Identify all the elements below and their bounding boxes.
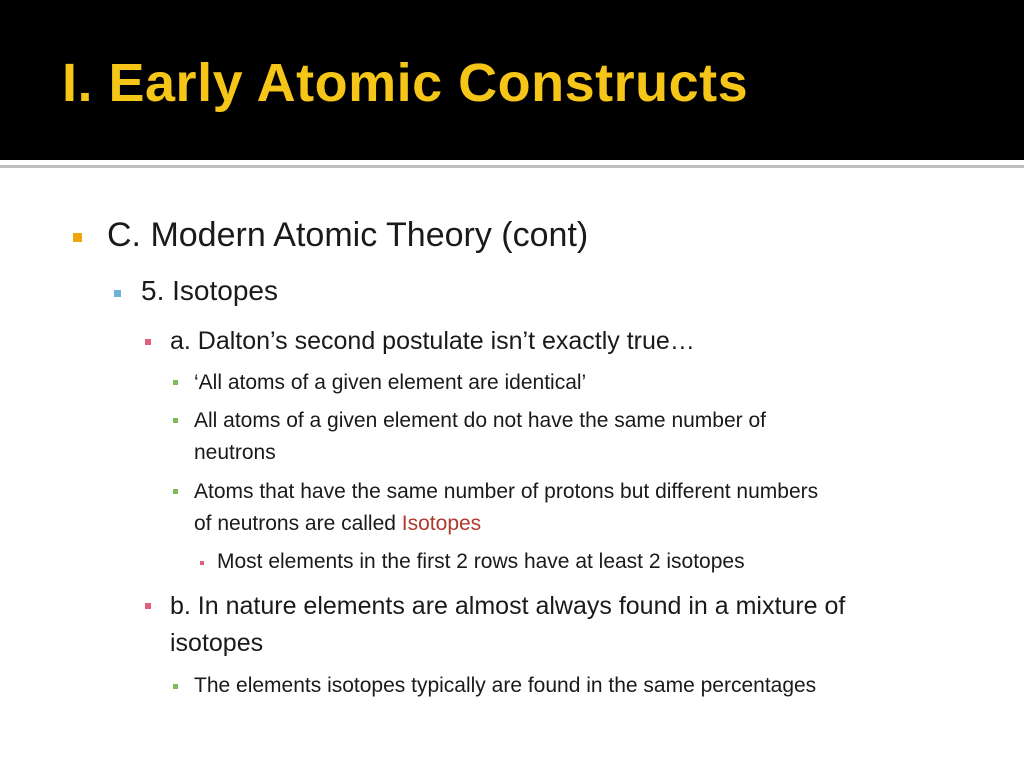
title-bar [0, 0, 1024, 160]
isotope-definition-text: of neutrons are called [194, 512, 402, 535]
bullet-atoms-neutrons-line1: All atoms of a given element do not have the same number of [194, 409, 766, 432]
bullet-atoms-neutrons-line2: neutrons [194, 441, 276, 464]
isotopes-term: Isotopes [401, 512, 482, 535]
bullet-level2-icon [114, 290, 121, 297]
bullet-level4-icon [173, 489, 178, 494]
slide-title: I. Early Atomic Constructs [62, 53, 749, 113]
bullet-isotopes: 5. Isotopes [141, 275, 278, 306]
bullet-isotope-definition-line1: Atoms that have the same number of protons but different numbers [194, 480, 819, 503]
bullet-nature-mixture [170, 588, 845, 662]
bullet-isotope-definition-line2 [194, 508, 818, 540]
bullet-level3-icon [145, 603, 151, 609]
bullet-level5-icon [200, 561, 204, 565]
bullet-first-rows-isotopes: Most elements in the first 2 rows have at least 2 isotopes [217, 550, 745, 573]
bullet-dalton-postulate: a. Dalton’s second postulate isn’t exactly true… [170, 327, 695, 355]
title-divider [0, 160, 1024, 168]
bullet-modern-atomic-theory: C. Modern Atomic Theory (cont) [107, 216, 589, 254]
bullet-same-percentages: The elements isotopes typically are found in the same percentages [194, 674, 817, 697]
bullet-level4-icon [173, 380, 178, 385]
slide-content [0, 168, 1024, 768]
bullet-isotope-definition [194, 476, 818, 540]
bullet-level3-icon [145, 339, 151, 345]
bullet-level4-icon [173, 418, 178, 423]
bullet-level1-icon [73, 233, 82, 242]
bullet-nature-mixture-line1: b. In nature elements are almost always found in a mixture of [170, 592, 846, 620]
bullet-level4-icon [173, 684, 178, 689]
bullet-atoms-identical: ‘All atoms of a given element are identical’ [194, 371, 587, 394]
bullet-atoms-neutrons [194, 405, 766, 469]
bullet-nature-mixture-line2: isotopes [170, 629, 264, 657]
